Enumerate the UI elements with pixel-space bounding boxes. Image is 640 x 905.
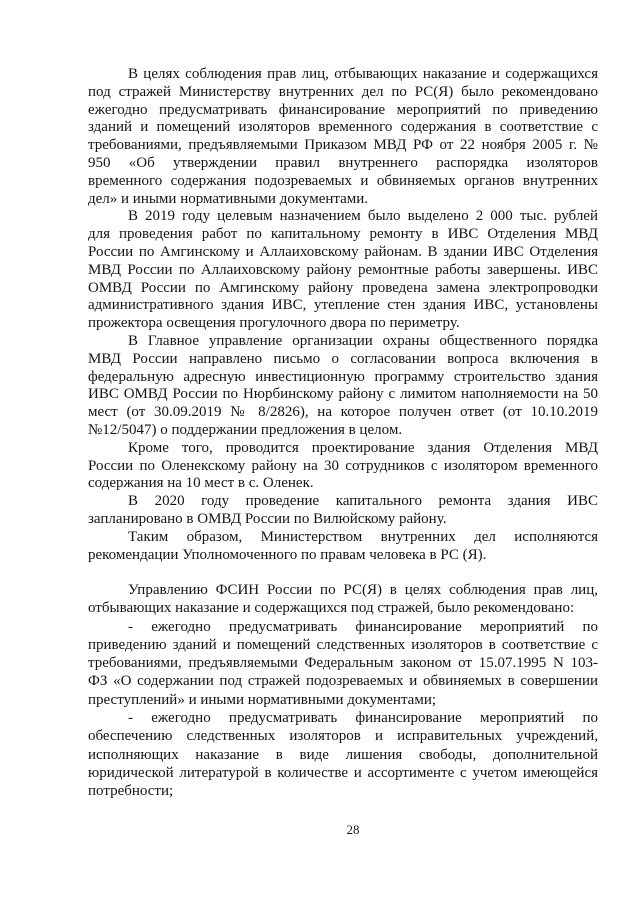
text-line: отбывающих наказание и содержащихся под стражей, было рекомендовано:: [88, 600, 575, 617]
text-line: - ежегодно предусматривать финансирование мероприятий по: [128, 710, 598, 727]
paragraph-mvd-conclusion: [88, 529, 598, 565]
text-line: содержания на 10 мест в с. Оленек.: [88, 475, 314, 492]
text-line: запланировано в ОМВД России по Вилюйскому району.: [88, 510, 447, 527]
text-line: №12/5047) о поддержании предложения в целом.: [88, 421, 403, 438]
text-line: потребности;: [88, 783, 174, 800]
text-line: МВД России по Аллаиховскому району ремонтные работы завершены. ИВС: [88, 261, 598, 278]
text-line: административного здания ИВС, утепление стен здания ИВС, установлены: [88, 297, 598, 314]
text-line: России по Амгинскому и Аллаиховскому районам. В здании ИВС Отделения: [88, 243, 598, 260]
text-line: зданий и помещений изоляторов временного содержания в соответствие с: [88, 119, 598, 136]
paragraph-2019-funding: [88, 208, 598, 333]
text-line: В 2020 году проведение капитального ремонта здания ИВС: [128, 493, 598, 510]
paragraph-2020-repair-plan: [88, 493, 598, 529]
fsin-section: [88, 581, 598, 801]
text-line: преступлений» и иными нормативными документами;: [88, 691, 437, 708]
mvd-section: [88, 66, 598, 564]
text-line: Кроме того, проводится проектирование здания Отделения МВД: [128, 439, 598, 456]
list-item-legal-literature: [88, 709, 598, 800]
text-line: приведению зданий и помещений следственных изоляторов в соответствие с: [88, 636, 598, 653]
text-line: ФЗ «О содержании под стражей подозреваемых и обвиняемых в совершении: [88, 673, 598, 690]
text-line: юридической литературой в количестве и ассортименте с учетом имеющейся: [88, 764, 598, 781]
list-item-compliance-funding: [88, 618, 598, 709]
text-line: исполняющих наказание в виде лишения свободы, дополнительной: [88, 746, 598, 763]
paragraph-fsin-recommendation: [88, 581, 598, 618]
text-line: В целях соблюдения прав лиц, отбывающих наказание и содержащихся: [128, 66, 598, 82]
text-line: дел» и иными нормативными документами.: [88, 190, 369, 207]
text-line: временного содержания подозреваемых и обвиняемых органов внутренних: [88, 172, 598, 189]
text-line: МВД России направлено письмо о согласовании вопроса включения в: [88, 350, 598, 367]
text-line: ИВС ОМВД России по Нюрбинскому району с лимитом наполняемости на 50: [88, 386, 598, 403]
text-line: федеральную адресную инвестиционную программу строительство здания: [88, 368, 598, 385]
text-line: Управлению ФСИН России по РС(Я) в целях соблюдения прав лиц,: [128, 582, 598, 598]
text-line: под стражей Министерству внутренних дел по РС(Я) было рекомендовано: [88, 83, 598, 100]
text-line: 950 «Об утверждении правил внутреннего распорядка изоляторов: [88, 154, 598, 171]
text-line: для проведения работ по капитальному ремонту в ИВС Отделения МВД: [88, 226, 598, 243]
text-line: мест (от 30.09.2019 № 8/2826), на которое получен ответ (от 10.10.2019: [88, 404, 598, 421]
text-line: ОМВД России по Амгинскому району проведена замена электропроводки: [88, 279, 598, 296]
text-line: России по Оленекскому району на 30 сотрудников с изолятором временного: [88, 457, 598, 474]
text-line: рекомендации Уполномоченного по правам человека в РС (Я).: [88, 546, 487, 563]
text-line: обеспечению следственных изоляторов и исправительных учреждений,: [88, 728, 598, 745]
text-line: - ежегодно предусматривать финансирование мероприятий по: [128, 618, 598, 635]
text-line: ежегодно предусматривать финансирование мероприятий по приведению: [88, 101, 598, 118]
text-line: В 2019 году целевым назначением было выделено 2 000 тыс. рублей: [128, 208, 598, 225]
paragraph-nyurba-ivs-construction: [88, 333, 598, 440]
page-number: 28: [346, 822, 360, 837]
paragraph-olenek-design: [88, 440, 598, 493]
text-line: Таким образом, Министерством внутренних дел исполняются: [128, 528, 598, 545]
text-line: прожектора освещения прогулочного двора по периметру.: [88, 315, 460, 332]
text-line: В Главное управление организации охраны общественного порядка: [128, 332, 598, 349]
paragraph-mvd-recommendation: [88, 66, 598, 208]
text-line: требованиями, предъявляемыми Приказом МВД РФ от 22 ноября 2005 г. №: [88, 137, 598, 154]
text-line: требованиями, предъявляемыми Федеральным законом от 15.07.1995 N 103-: [88, 655, 598, 672]
